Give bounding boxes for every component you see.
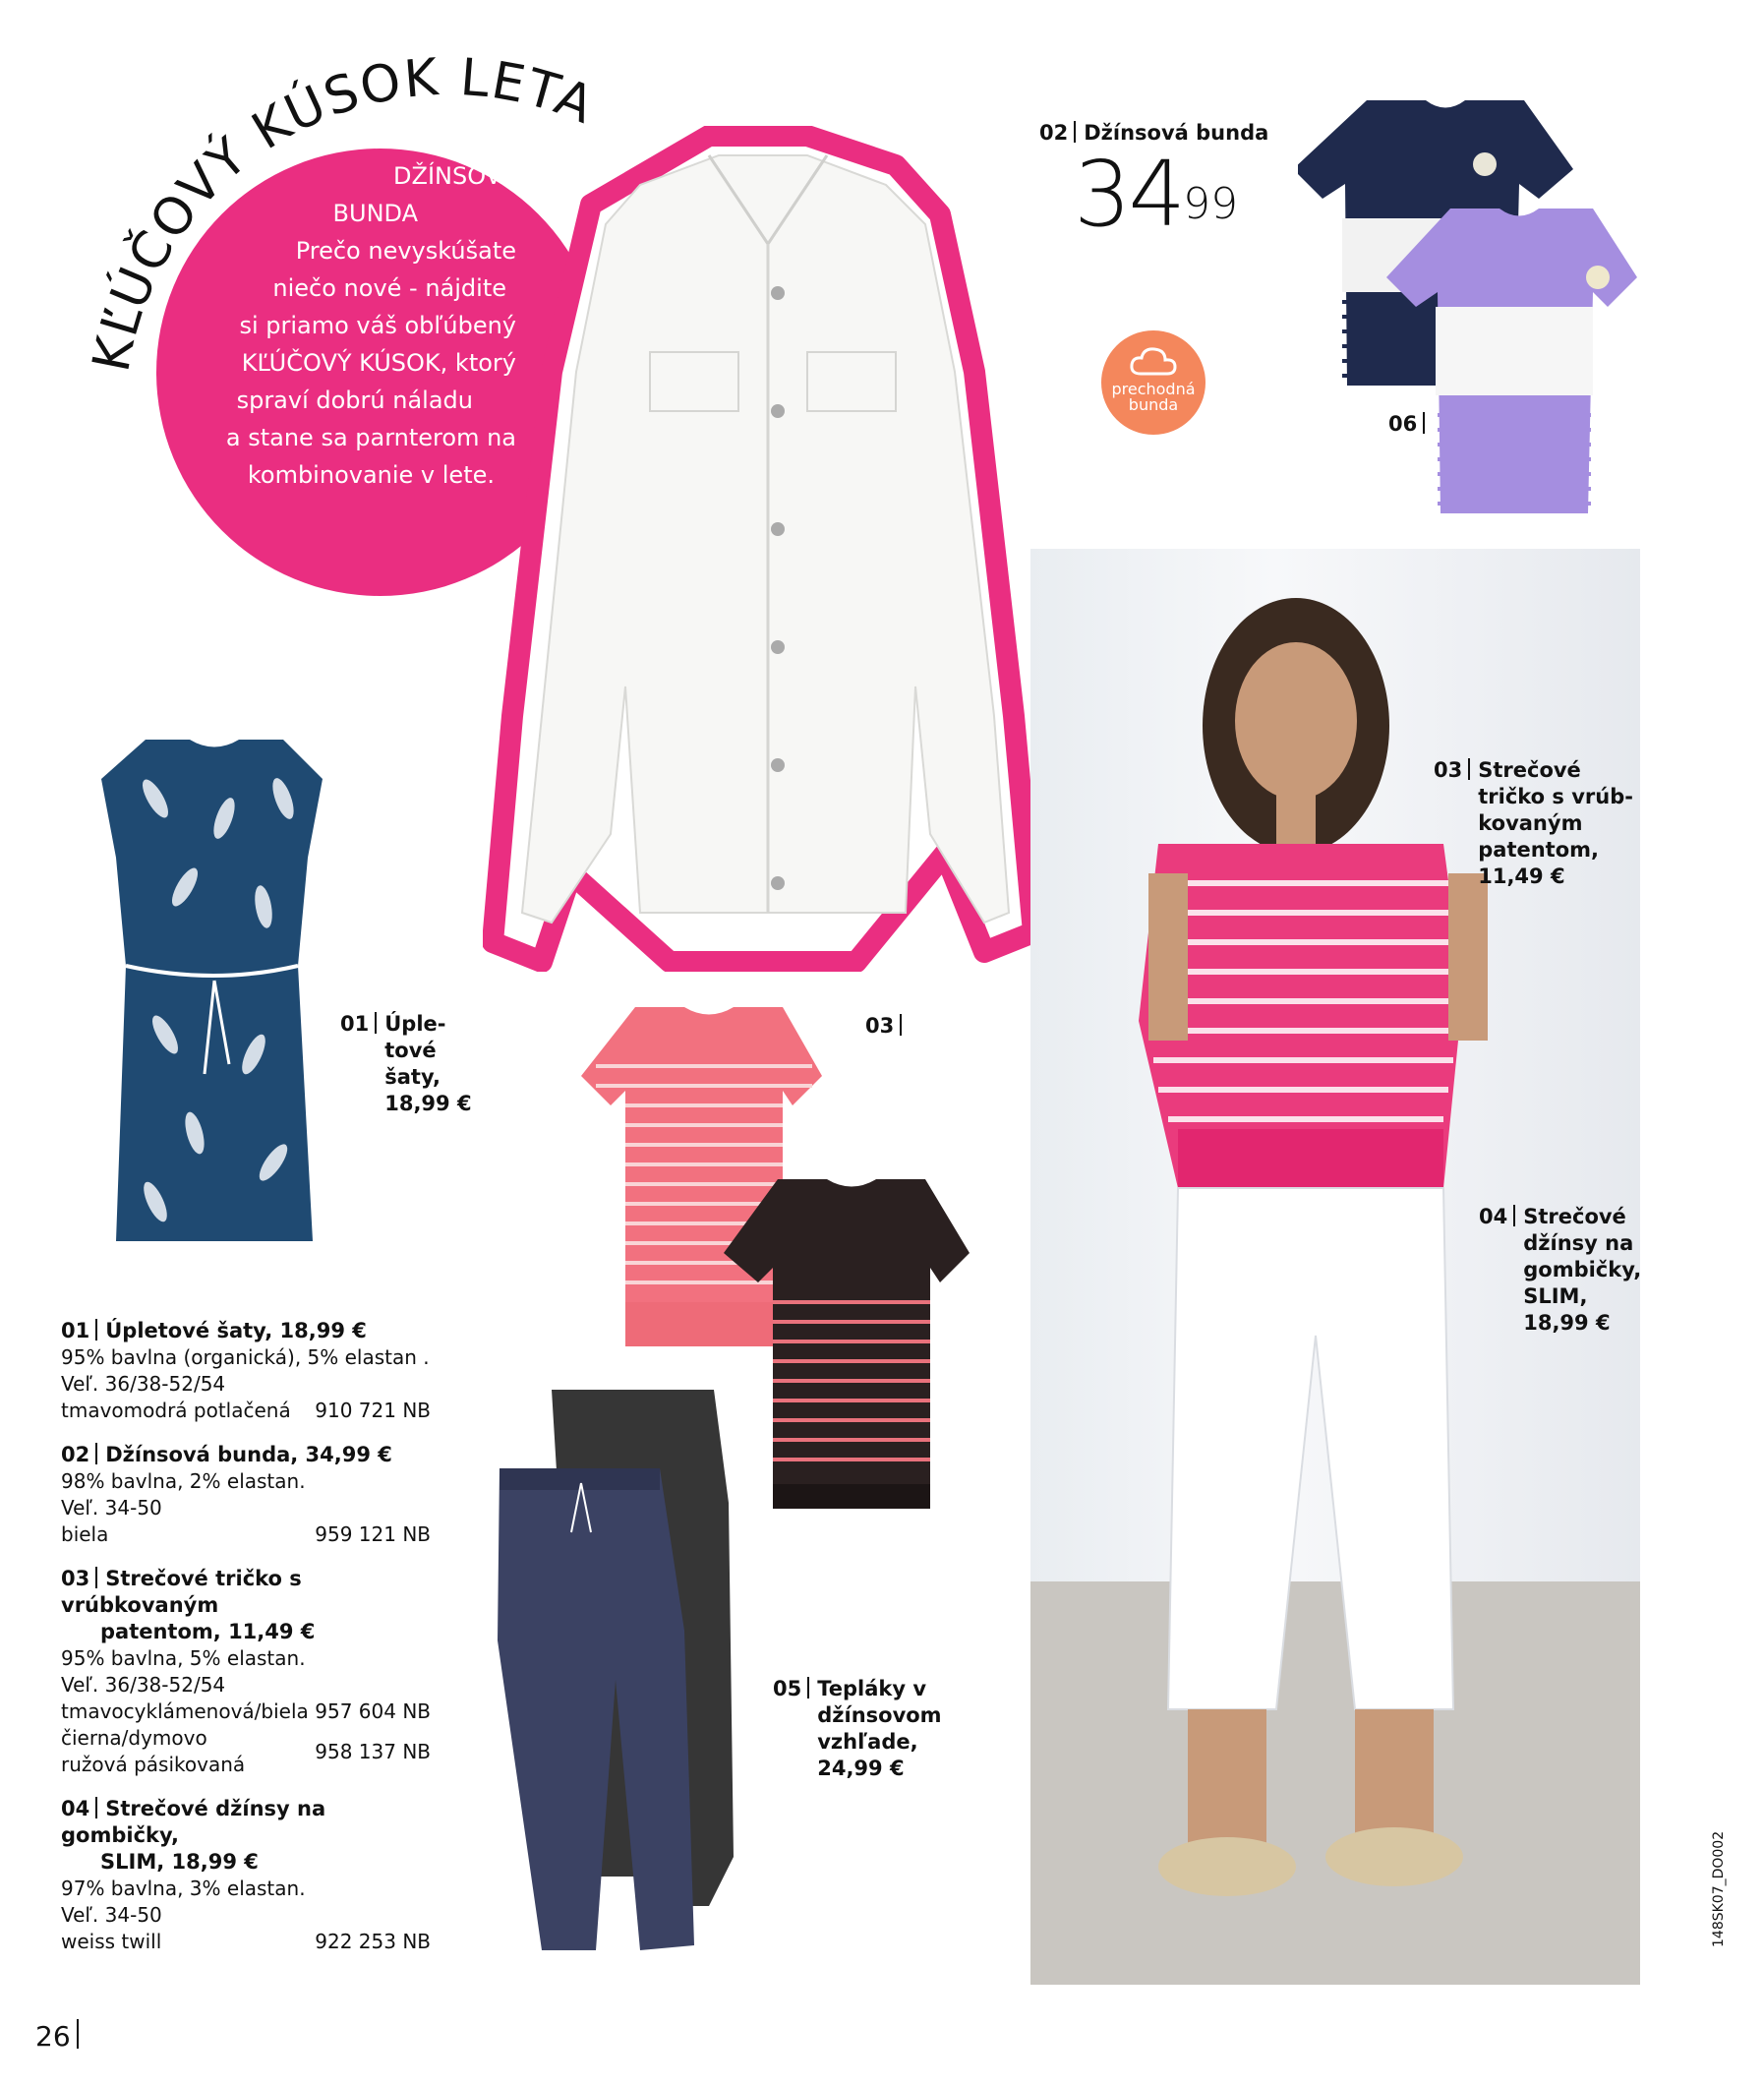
- product-info-list: [61, 1318, 440, 1973]
- featured-name: Džínsová bunda: [1084, 121, 1269, 145]
- variant-code: 910 721 NB: [315, 1399, 431, 1422]
- intro-heading-line1: DŽÍNSOVÁ: [393, 162, 516, 190]
- divider: [95, 1567, 97, 1588]
- product-desc: 97% bavlna, 3% elastan.: [61, 1877, 306, 1900]
- callout-04-line: gombičky,: [1523, 1258, 1642, 1281]
- divider: [807, 1677, 809, 1699]
- callout-04-line: SLIM,: [1523, 1284, 1588, 1308]
- featured-number: 02: [1039, 121, 1069, 145]
- callout-04: [1479, 1204, 1641, 1337]
- divider: [95, 1319, 97, 1341]
- intro-line: kombinovanie v lete.: [247, 461, 495, 489]
- intro-line: spraví dobrú náladu: [236, 387, 473, 414]
- variant-code: 958 137 NB: [315, 1739, 431, 1763]
- product-desc: 95% bavlna, 5% elastan.: [61, 1646, 306, 1670]
- intro-line: niečo nové - nájdite: [272, 274, 506, 302]
- product-number: 04: [61, 1797, 90, 1820]
- featured-price: [1074, 142, 1239, 247]
- intro-text: [192, 157, 516, 494]
- product-desc: Veľ. 34-50: [61, 1496, 162, 1520]
- product-number: 03: [61, 1567, 90, 1590]
- product-title: Strečové tričko s vrúbkovaným: [61, 1567, 302, 1617]
- variant-code: 922 253 NB: [315, 1930, 431, 1953]
- callout-03-top: [865, 1013, 910, 1040]
- divider: [375, 1012, 377, 1034]
- transition-jacket-badge: [1101, 330, 1205, 435]
- denim-jacket-image: [483, 126, 1053, 972]
- product-entry-02: [61, 1442, 440, 1548]
- variant-name: weiss twill: [61, 1930, 162, 1953]
- callout-03-line: tričko s vrúb-: [1478, 785, 1633, 808]
- callout-05-line: Tepláky v: [817, 1677, 927, 1700]
- product-title-cont: SLIM, 18,99 €: [100, 1850, 259, 1874]
- intro-line: si priamo váš obľúbený: [239, 312, 516, 339]
- product-desc: 98% bavlna, 2% elastan.: [61, 1469, 306, 1493]
- product-entry-03: [61, 1566, 440, 1778]
- product-title-cont: patentom, 11,49 €: [100, 1620, 316, 1643]
- intro-line: KĽÚČOVÝ KÚSOK, ktorý: [241, 349, 516, 377]
- variant-name: biela: [61, 1522, 109, 1546]
- price-cents: 99: [1183, 179, 1239, 229]
- divider: [95, 1797, 97, 1818]
- product-number: 02: [61, 1443, 90, 1466]
- divider: [77, 2019, 79, 2049]
- callout-05-line: džínsovom: [817, 1703, 942, 1727]
- callout-04-number: 04: [1479, 1205, 1508, 1228]
- callout-01-line: Úple-: [384, 1012, 446, 1036]
- product-title: Úpletové šaty, 18,99 €: [105, 1319, 367, 1342]
- product-desc: Veľ. 36/38-52/54: [61, 1673, 226, 1697]
- callout-04-line: 18,99 €: [1523, 1311, 1611, 1335]
- callout-03-number: 03: [1434, 758, 1463, 782]
- callout-04-line: Strečové: [1523, 1205, 1626, 1228]
- callout-06-number: 06: [1388, 412, 1418, 436]
- callout-03-line: 11,49 €: [1478, 864, 1565, 888]
- variant-code: 957 604 NB: [315, 1699, 431, 1723]
- product-entry-01: [61, 1318, 440, 1424]
- callout-05-line: 24,99 €: [817, 1757, 905, 1780]
- divider: [1074, 121, 1076, 143]
- callout-05: [773, 1676, 942, 1782]
- divider: [1513, 1205, 1515, 1226]
- callout-01-line: šaty,: [384, 1065, 441, 1089]
- callout-01-line: tové: [384, 1039, 437, 1062]
- product-title: Džínsová bunda, 34,99 €: [105, 1443, 392, 1466]
- callout-05-number: 05: [773, 1677, 802, 1700]
- divider: [1468, 758, 1470, 780]
- product-title: Strečové džínsy na gombičky,: [61, 1797, 326, 1847]
- product-desc: 95% bavlna (organická), 5% elastan .: [61, 1345, 430, 1369]
- intro-line: a stane sa parnterom na: [225, 424, 516, 451]
- variant-name: čierna/dymovo ružová pásikovaná: [61, 1726, 246, 1776]
- sweatpants-image: [488, 1385, 743, 1965]
- page-number: [35, 2019, 87, 2053]
- divider: [900, 1014, 902, 1036]
- divider: [95, 1443, 97, 1464]
- callout-03-top-number: 03: [865, 1014, 895, 1038]
- dress-image: [87, 740, 342, 1271]
- badge-line1: prechodná: [1111, 380, 1196, 398]
- page-number-value: 26: [35, 2020, 71, 2053]
- callout-03-line: Strečové: [1478, 758, 1581, 782]
- variant-code: 959 121 NB: [315, 1522, 431, 1546]
- cloud-icon: [1101, 344, 1205, 382]
- intro-heading-line2: BUNDA: [332, 200, 418, 227]
- product-number: 01: [61, 1319, 90, 1342]
- badge-line2: bunda: [1128, 395, 1179, 414]
- product-entry-04: [61, 1796, 440, 1955]
- catalog-code: 148SK07_DO002: [1711, 1830, 1727, 1947]
- callout-01-number: 01: [340, 1012, 370, 1036]
- callout-05-line: vzhľade,: [817, 1730, 918, 1754]
- callout-03-line: kovaným: [1478, 811, 1583, 835]
- callout-01: [340, 1011, 472, 1117]
- callout-03: [1434, 757, 1633, 890]
- variant-name: tmavomodrá potlačená: [61, 1399, 291, 1422]
- callout-01-line: 18,99 €: [384, 1092, 472, 1115]
- variant-name: tmavocyklámenová/biela: [61, 1699, 309, 1723]
- callout-03-line: patentom,: [1478, 838, 1599, 862]
- striped-tshirts-image: [1298, 90, 1672, 523]
- intro-line: Prečo nevyskúšate: [295, 237, 516, 265]
- divider: [1423, 412, 1425, 434]
- arc-title-text: KĽÚČOVÝ KÚSOK LETA: [82, 47, 604, 377]
- price-main: 34: [1074, 142, 1184, 247]
- product-desc: Veľ. 36/38-52/54: [61, 1372, 226, 1396]
- callout-06: [1388, 411, 1433, 438]
- product-desc: Veľ. 34-50: [61, 1903, 162, 1927]
- callout-04-line: džínsy na: [1523, 1231, 1634, 1255]
